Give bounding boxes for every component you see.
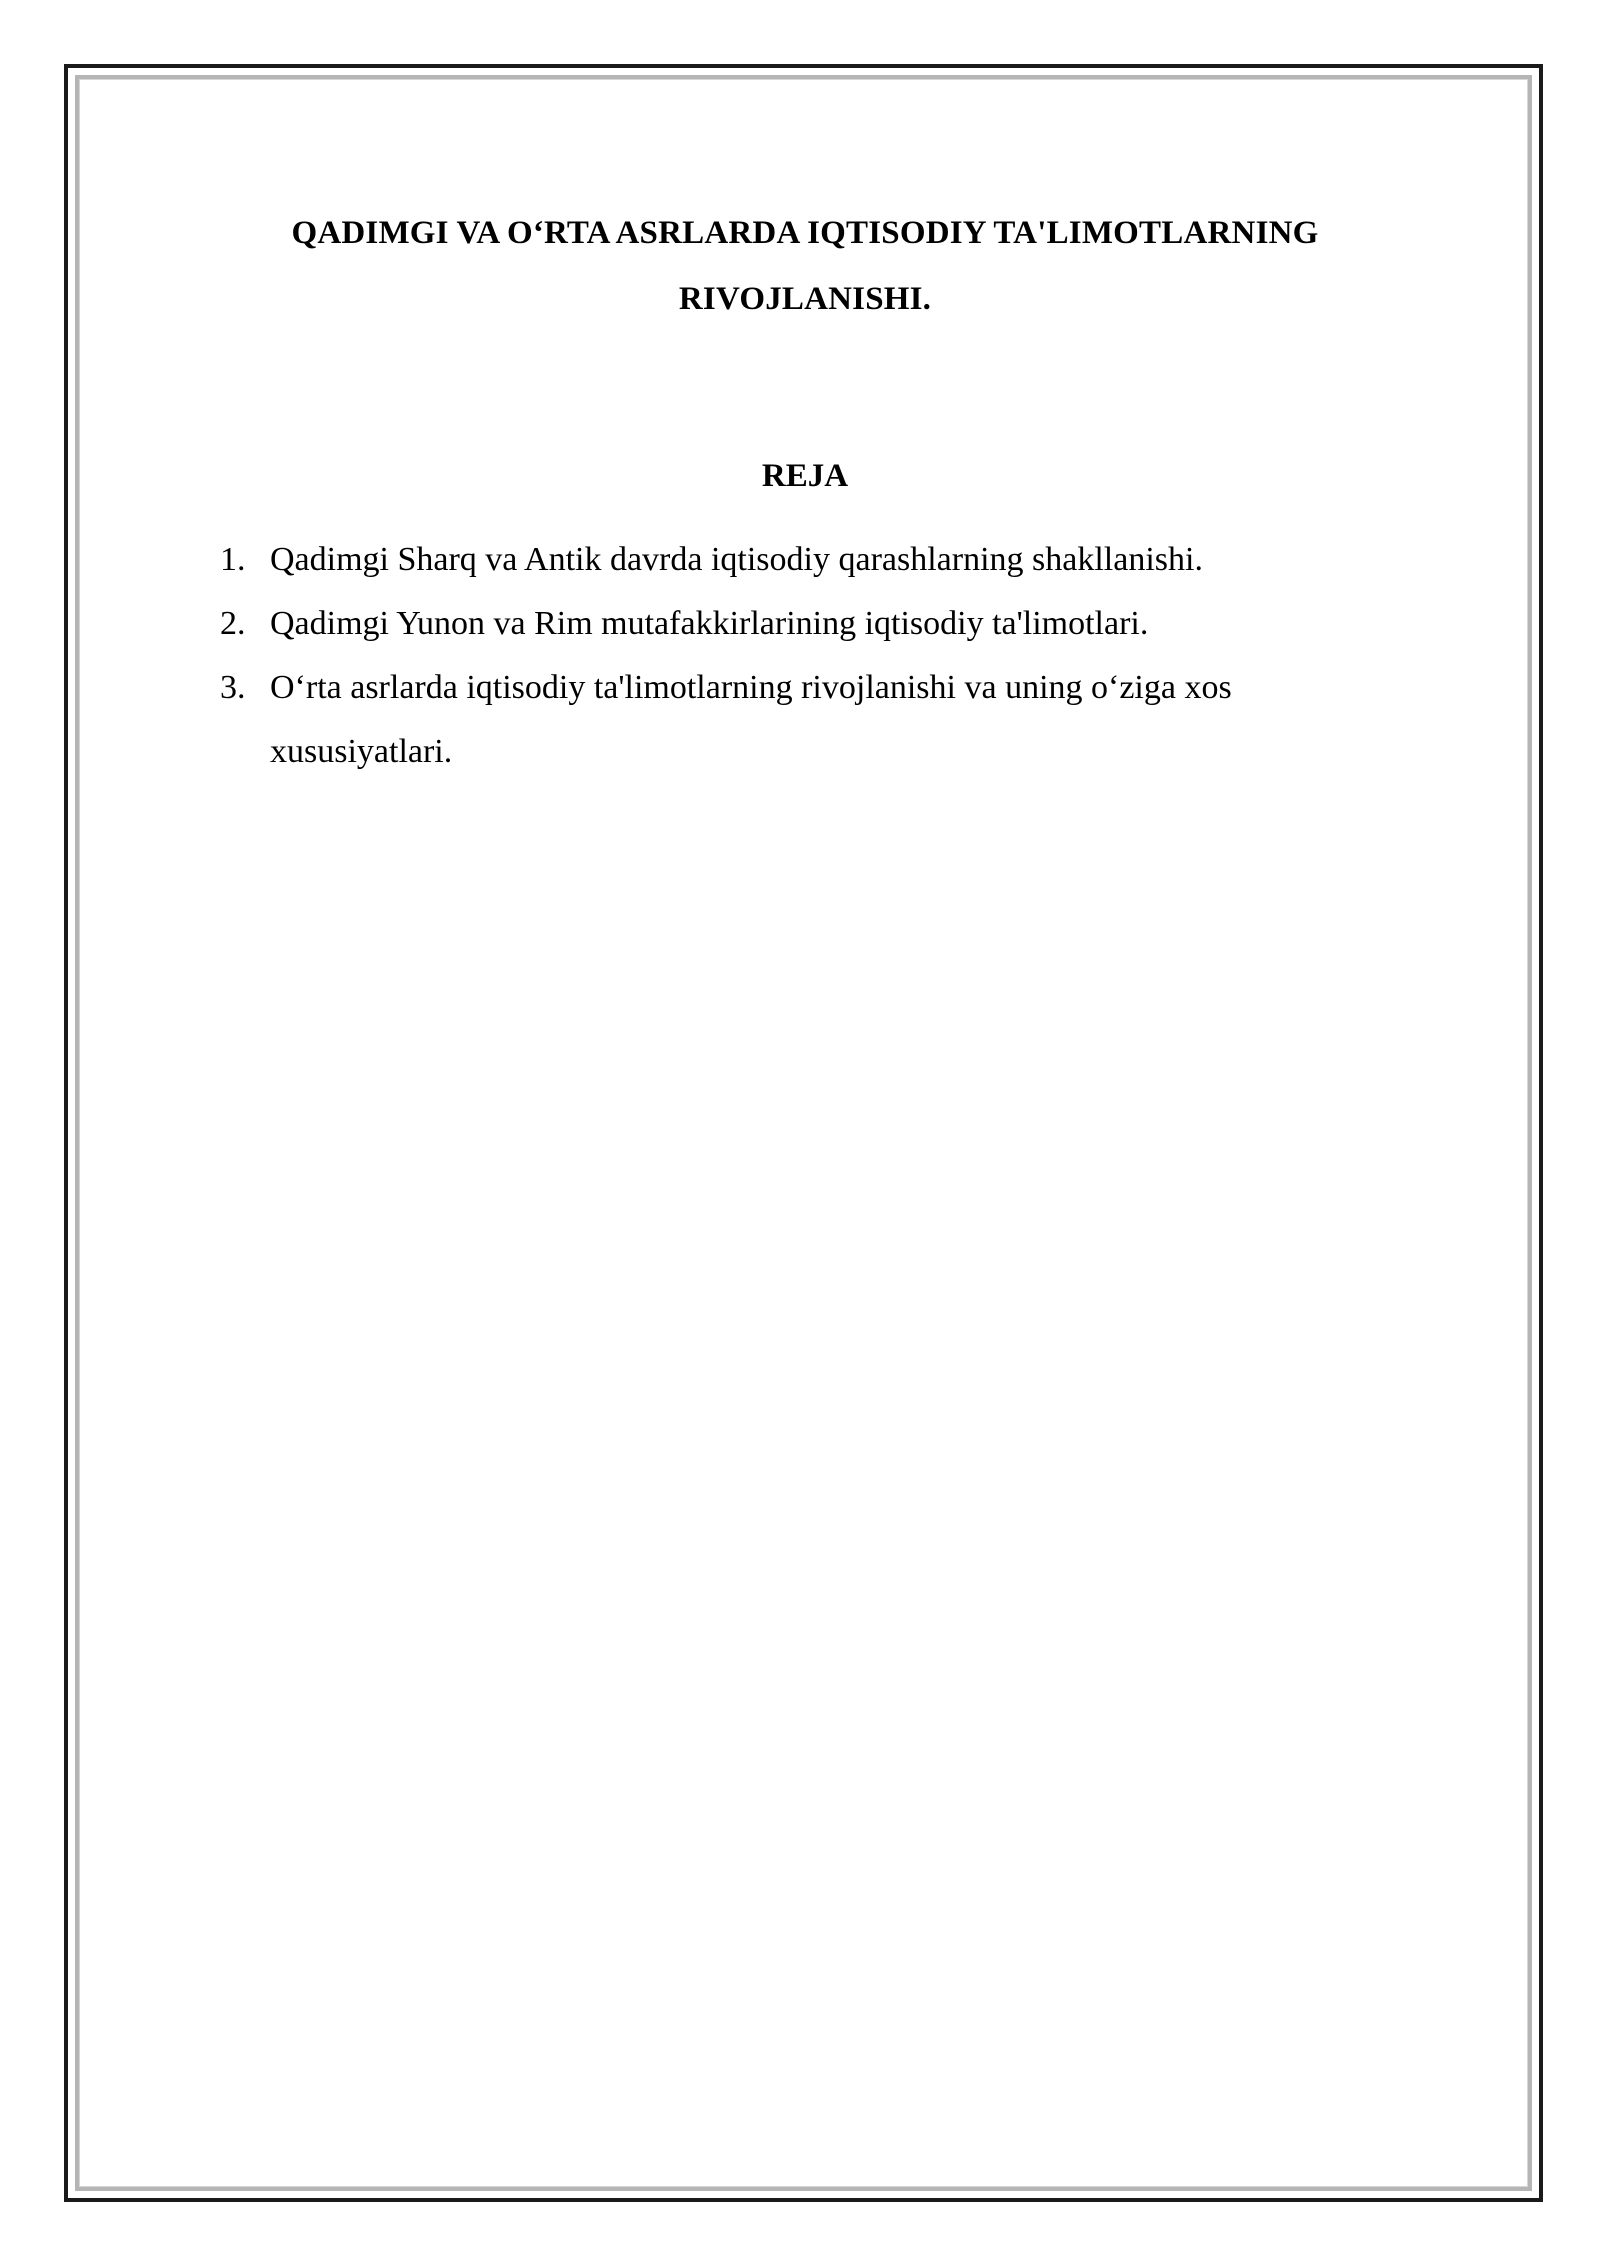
plan-item [210, 592, 1400, 656]
plan-item [210, 656, 1400, 784]
plan-item-number: 3. [220, 669, 246, 706]
plan-heading: REJA [761, 458, 849, 494]
plan-item-number: 2. [220, 605, 246, 642]
document-title: QADIMGI VA O‘RTA ASRLARDA IQTISODIY TA'LIMOTLARNING RIVOJLANISHI. [291, 215, 1319, 317]
plan-item-text: Qadimgi Yunon va Rim mutafakkirlarining iqtisodiy ta'limotlari. [270, 605, 1149, 642]
plan-item-text: Qadimgi Sharq va Antik davrda iqtisodiy qarashlarning shakllanishi. [270, 541, 1203, 578]
plan-item-number: 1. [220, 541, 246, 578]
plan-item-text: O‘rta asrlarda iqtisodiy ta'limotlarning rivojlanishi va uning o‘ziga xos xususiyatlari. [270, 669, 1232, 770]
plan-list [210, 528, 1400, 784]
document-body [210, 200, 1400, 784]
plan-item [210, 528, 1400, 592]
